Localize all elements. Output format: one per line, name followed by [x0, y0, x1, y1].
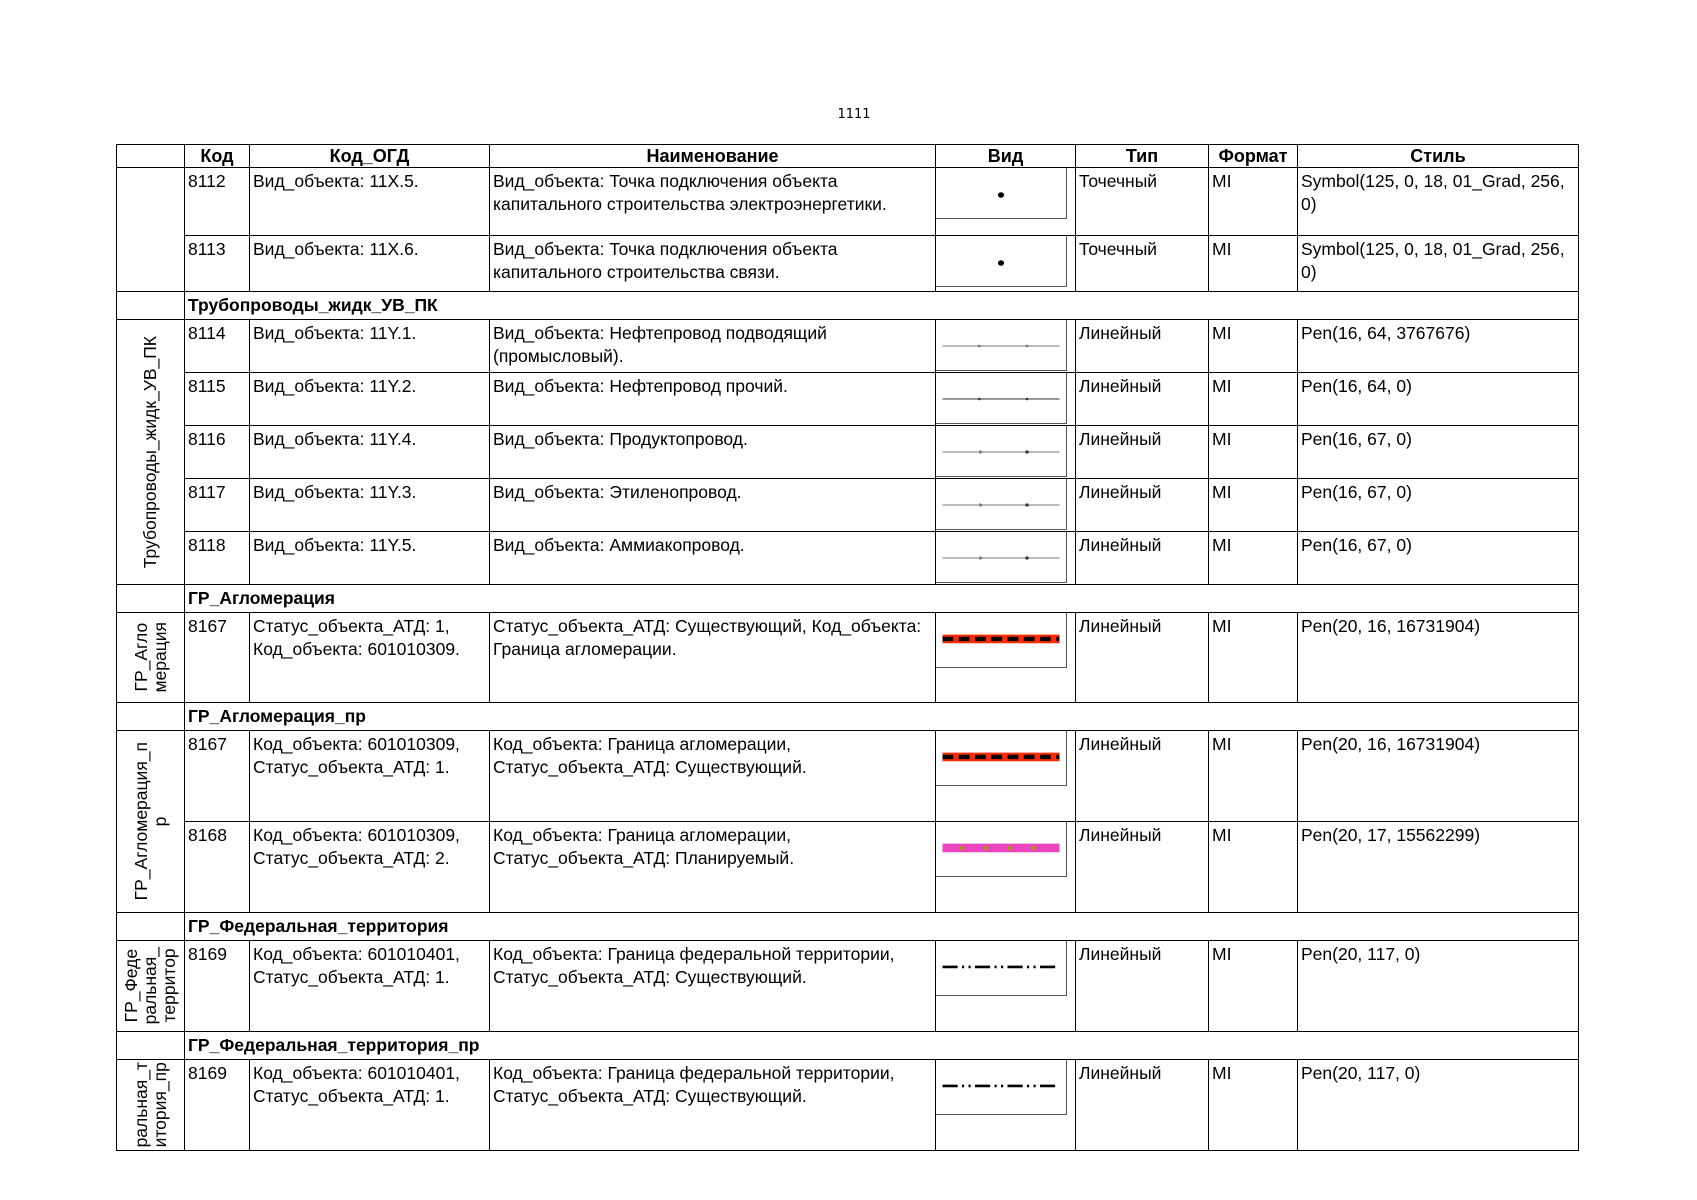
cell-code: 8167	[185, 731, 250, 822]
cell-view	[936, 479, 1076, 532]
symbol-magenta-dash-icon	[936, 822, 1066, 876]
cell-code: 8115	[185, 373, 250, 426]
cell-name: Вид_объекта: Этиленопровод.	[490, 479, 936, 532]
cell-view	[936, 941, 1076, 1032]
cell-ogd: Код_объекта: 601010309, Статус_объекта_АТД: 1.	[250, 731, 490, 822]
cell-ogd: Вид_объекта: 11Y.3.	[250, 479, 490, 532]
symbol-pipe-arrow-icon	[936, 532, 1066, 582]
cell-ogd: Код_объекта: 601010309, Статус_объекта_АТД: 2.	[250, 822, 490, 913]
group-gap	[117, 1032, 185, 1060]
cell-type: Линейный	[1076, 532, 1209, 585]
cell-name: Код_объекта: Граница агломерации, Статус_объекта_АТД: Существующий.	[490, 731, 936, 822]
cell-ogd: Вид_объекта: 11Y.5.	[250, 532, 490, 585]
cell-type: Точечный	[1076, 236, 1209, 292]
table-row	[117, 426, 1579, 479]
symbol-red-dash-icon	[936, 731, 1066, 785]
cell-code: 8167	[185, 613, 250, 703]
symbol-box	[936, 613, 1067, 668]
table-row	[117, 822, 1579, 913]
header-row	[117, 145, 1579, 168]
symbol-red-dash-icon	[936, 613, 1066, 667]
cell-style: Symbol(125, 0, 18, 01_Grad, 256, 0)	[1298, 236, 1579, 292]
cell-name: Вид_объекта: Продуктопровод.	[490, 426, 936, 479]
cell-name: Статус_объекта_АТД: Существующий, Код_объекта: Граница агломерации.	[490, 613, 936, 703]
group-title-row	[117, 292, 1579, 320]
cell-name: Вид_объекта: Нефтепровод подводящий (промысловый).	[490, 320, 936, 373]
cell-type: Точечный	[1076, 168, 1209, 236]
cell-ogd: Вид_объекта: 11Х.5.	[250, 168, 490, 236]
symbol-box	[936, 941, 1067, 996]
cell-format: MI	[1209, 168, 1298, 236]
cell-format: MI	[1209, 320, 1298, 373]
group-title-row	[117, 703, 1579, 731]
cell-name: Вид_объекта: Точка подключения объекта капитального строительства связи.	[490, 236, 936, 292]
symbol-box	[936, 168, 1067, 219]
table-row	[117, 613, 1579, 703]
cell-name: Код_объекта: Граница федеральной территории, Статус_объекта_АТД: Существующий.	[490, 941, 936, 1032]
header-name: Наименование	[490, 145, 936, 168]
symbol-pipe-thin-icon	[936, 320, 1066, 370]
cell-view	[936, 236, 1076, 292]
cell-ogd: Вид_объекта: 11Y.1.	[250, 320, 490, 373]
cell-code: 8169	[185, 941, 250, 1032]
cell-style: Pen(16, 67, 0)	[1298, 426, 1579, 479]
symbol-box	[936, 822, 1067, 877]
cell-format: MI	[1209, 479, 1298, 532]
cell-style: Pen(16, 64, 3767676)	[1298, 320, 1579, 373]
legend-body	[117, 168, 1579, 1151]
symbol-dash-dot-icon	[936, 941, 1066, 995]
cell-code: 8116	[185, 426, 250, 479]
group-side-label	[117, 320, 185, 585]
cell-name: Вид_объекта: Точка подключения объекта капитального строительства электроэнергетики.	[490, 168, 936, 236]
symbol-box	[936, 532, 1067, 583]
symbol-box	[936, 479, 1067, 530]
cell-view	[936, 613, 1076, 703]
group-gap	[117, 913, 185, 941]
cell-view	[936, 320, 1076, 373]
group-title-row	[117, 913, 1579, 941]
cell-view	[936, 373, 1076, 426]
cell-code: 8112	[185, 168, 250, 236]
group-side-text: ральная_т итория_пр	[130, 1062, 170, 1148]
cell-style: Pen(20, 117, 0)	[1298, 1060, 1579, 1151]
cell-name: Вид_объекта: Аммиакопровод.	[490, 532, 936, 585]
cell-format: MI	[1209, 373, 1298, 426]
cell-style: Pen(16, 67, 0)	[1298, 479, 1579, 532]
group-side-text: ГР_Агломерация_п р	[130, 742, 170, 901]
cell-view	[936, 426, 1076, 479]
table-row	[117, 941, 1579, 1032]
cell-type: Линейный	[1076, 479, 1209, 532]
table-row	[117, 373, 1579, 426]
cell-style: Pen(20, 16, 16731904)	[1298, 731, 1579, 822]
table-row	[117, 320, 1579, 373]
symbol-pipe-arrow-icon	[936, 479, 1066, 529]
cell-ogd: Вид_объекта: 11Y.4.	[250, 426, 490, 479]
cell-code: 8169	[185, 1060, 250, 1151]
legend-table	[116, 144, 1579, 1151]
group-title-row	[117, 585, 1579, 613]
cell-name: Вид_объекта: Нефтепровод прочий.	[490, 373, 936, 426]
cell-ogd: Статус_объекта_АТД: 1, Код_объекта: 601010309.	[250, 613, 490, 703]
header-blank	[117, 145, 185, 168]
group-side-label	[117, 731, 185, 913]
cell-ogd: Код_объекта: 601010401, Статус_объекта_АТД: 1.	[250, 1060, 490, 1151]
cell-ogd: Вид_объекта: 11Х.6.	[250, 236, 490, 292]
cell-type: Линейный	[1076, 613, 1209, 703]
cell-name: Код_объекта: Граница агломерации, Статус_объекта_АТД: Планируемый.	[490, 822, 936, 913]
group-title: ГР_Федеральная_территория	[185, 913, 1579, 941]
cell-style: Pen(16, 67, 0)	[1298, 532, 1579, 585]
cell-type: Линейный	[1076, 1060, 1209, 1151]
header-type: Тип	[1076, 145, 1209, 168]
group-side-blank	[117, 168, 185, 292]
group-side-text: Трубопроводы_жидк_УВ_ПК	[140, 335, 160, 569]
symbol-pipe-dark-icon	[936, 373, 1066, 423]
cell-code: 8114	[185, 320, 250, 373]
cell-format: MI	[1209, 822, 1298, 913]
group-side-text: ГР_Феде ральная_ территор	[121, 947, 179, 1025]
header-view: Вид	[936, 145, 1076, 168]
cell-ogd: Код_объекта: 601010401, Статус_объекта_АТД: 1.	[250, 941, 490, 1032]
group-title: Трубопроводы_жидк_УВ_ПК	[185, 292, 1579, 320]
symbol-dash-dot-icon	[936, 1060, 1066, 1114]
header-code: Код	[185, 145, 250, 168]
cell-format: MI	[1209, 532, 1298, 585]
group-title: ГР_Агломерация	[185, 585, 1579, 613]
symbol-dot-icon	[936, 168, 1066, 218]
cell-type: Линейный	[1076, 941, 1209, 1032]
cell-name: Код_объекта: Граница федеральной территории, Статус_объекта_АТД: Существующий.	[490, 1060, 936, 1151]
cell-format: MI	[1209, 613, 1298, 703]
header-format: Формат	[1209, 145, 1298, 168]
cell-style: Pen(20, 16, 16731904)	[1298, 613, 1579, 703]
group-side-label	[117, 613, 185, 703]
cell-type: Линейный	[1076, 373, 1209, 426]
page-number: 1111	[837, 107, 871, 122]
cell-code: 8117	[185, 479, 250, 532]
group-title-row	[117, 1032, 1579, 1060]
cell-style: Pen(16, 64, 0)	[1298, 373, 1579, 426]
cell-style: Pen(20, 117, 0)	[1298, 941, 1579, 1032]
table-row	[117, 236, 1579, 292]
cell-format: MI	[1209, 1060, 1298, 1151]
group-title: ГР_Агломерация_пр	[185, 703, 1579, 731]
cell-view	[936, 1060, 1076, 1151]
symbol-pipe-arrow-icon	[936, 426, 1066, 476]
cell-view	[936, 822, 1076, 913]
symbol-box	[936, 373, 1067, 424]
cell-format: MI	[1209, 731, 1298, 822]
cell-ogd: Вид_объекта: 11Y.2.	[250, 373, 490, 426]
cell-style: Symbol(125, 0, 18, 01_Grad, 256, 0)	[1298, 168, 1579, 236]
symbol-box	[936, 236, 1067, 287]
cell-type: Линейный	[1076, 822, 1209, 913]
group-gap	[117, 292, 185, 320]
group-side-label	[117, 941, 185, 1032]
table-row	[117, 1060, 1579, 1151]
group-gap	[117, 585, 185, 613]
cell-format: MI	[1209, 941, 1298, 1032]
cell-type: Линейный	[1076, 320, 1209, 373]
group-gap	[117, 703, 185, 731]
group-side-text: ГР_Агло мерация	[130, 622, 170, 693]
table-row	[117, 731, 1579, 822]
cell-view	[936, 532, 1076, 585]
symbol-box	[936, 1060, 1067, 1115]
table-row	[117, 479, 1579, 532]
cell-view	[936, 731, 1076, 822]
symbol-box	[936, 320, 1067, 371]
table-row	[117, 168, 1579, 236]
cell-view	[936, 168, 1076, 236]
group-side-label	[117, 1060, 185, 1151]
cell-code: 8118	[185, 532, 250, 585]
symbol-box	[936, 426, 1067, 477]
cell-code: 8168	[185, 822, 250, 913]
cell-format: MI	[1209, 426, 1298, 479]
cell-code: 8113	[185, 236, 250, 292]
group-title: ГР_Федеральная_территория_пр	[185, 1032, 1579, 1060]
header-ogd: Код_ОГД	[250, 145, 490, 168]
symbol-dot-icon	[936, 236, 1066, 286]
table-row	[117, 532, 1579, 585]
cell-style: Pen(20, 17, 15562299)	[1298, 822, 1579, 913]
cell-type: Линейный	[1076, 426, 1209, 479]
cell-format: MI	[1209, 236, 1298, 292]
header-style: Стиль	[1298, 145, 1579, 168]
cell-type: Линейный	[1076, 731, 1209, 822]
symbol-box	[936, 731, 1067, 786]
